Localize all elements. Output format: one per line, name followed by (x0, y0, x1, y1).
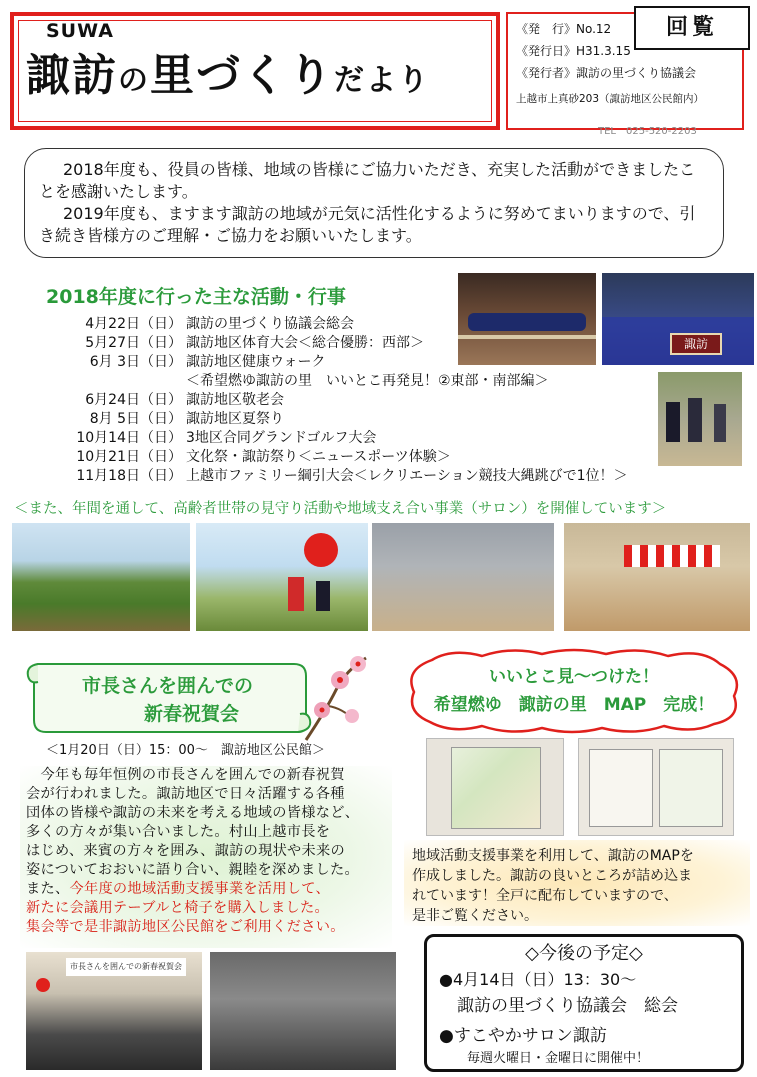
masthead-title-a: 諏訪 (26, 50, 118, 101)
activity-text: 諏訪地区夏祭り (186, 411, 284, 427)
article-mixed-red: 今年度の地域活動支援事業を活用して、 (69, 881, 330, 897)
salon-exercise-photo (372, 523, 554, 631)
circulation-stamp: 回覧 (634, 6, 750, 50)
map-cloud-line2: 希望燃ゆ 諏訪の里 MAP 完成！ (433, 695, 715, 715)
issue-number: 《発 行》No.12 (516, 22, 612, 36)
party-photo-banner: 市長さんを囲んでの新春祝賀会 (66, 958, 186, 976)
map-desc-line: 地域活動支援事業を利用して、諏訪のMAPを (412, 848, 694, 864)
sports-day-team-photo (602, 273, 754, 365)
activity-date: 6月 3日（日） (89, 354, 182, 370)
new-year-event-info: ＜1月20日（日）15：00～ 諏訪地区公民館＞ (46, 743, 325, 758)
balloon-game-photo (196, 523, 368, 631)
map-description (404, 840, 750, 926)
map-brochure-photo-1 (426, 738, 564, 836)
article-mixed-plain: また、 (26, 881, 70, 897)
activity-date: 4月22日（日） (85, 316, 182, 332)
map-announcement-cloud (402, 646, 746, 732)
publisher-address: 上越市上真砂203（諏訪地区公民館内） (516, 93, 705, 105)
ground-golf-photo (658, 372, 742, 466)
watch-activity-photo (12, 523, 190, 631)
plum-blossom-icon (296, 650, 376, 745)
intro-paragraph-1: 2018年度も、役員の皆様、地域の皆様にご協力いただき、充実した活動ができましたことを感謝いたします。 (39, 160, 696, 201)
new-year-article (20, 766, 392, 948)
map-brochure-photo-2 (578, 738, 734, 836)
new-year-banner-line1: 市長さんを囲んでの (82, 675, 254, 697)
schedule-item-1-name: 諏訪の里づくり協議会 総会 (457, 996, 678, 1016)
schedule-item-1-date: ●4月14日（日）13：30～ (439, 970, 637, 989)
masthead-title-c: だより (334, 63, 430, 98)
activity-text: 諏訪の里づくり協議会総会 (186, 316, 354, 332)
activity-date: 11月18日（日） (76, 468, 182, 484)
team-banner: 諏訪 (670, 333, 722, 355)
activity-text: 諏訪地区敬老会 (186, 392, 284, 408)
article-line: 会が行われました。諏訪地区で日々活躍する各種 (26, 786, 345, 802)
new-year-party-photo (26, 952, 202, 1070)
article-line: はじめ、来賓の方々を囲み、諏訪の現状や未来の (26, 843, 346, 859)
publisher-tel: TEL 025-520-2203 (598, 126, 697, 137)
activity-date: 10月21日（日） (76, 449, 182, 465)
schedule-item-2-name: ●すこやかサロン諏訪 (439, 1026, 607, 1046)
intro-paragraph-2: 2019年度も、ますます諏訪の地域が元気に活性化するように努めてまいりますので、引き続き皆様方のご理解・ご協力をお願いいたします。 (39, 204, 696, 245)
activity-text: 3地区合同グランドゴルフ大会 (186, 430, 377, 446)
masthead-suwa: SUWA (46, 20, 114, 42)
activity-date: 6月24日（日） (85, 392, 182, 408)
festival-dance-photo (564, 523, 750, 631)
masthead-title-b: 里づくり (150, 50, 334, 101)
activity-date: 10月14日（日） (76, 430, 182, 446)
activities-note: ＜また、年間を通して、高齢者世帯の見守り活動や地域支え合い事業（サロン）を開催しています＞ (14, 501, 667, 517)
article-line: 多くの方々が集い合いました。村山上越市長を (26, 824, 331, 840)
issue-date: 《発行日》H31.3.15 (516, 44, 631, 58)
upcoming-schedule (424, 934, 744, 1072)
map-desc-line: 是非ご覧ください。 (412, 908, 538, 924)
article-line: 今年も毎年恒例の市長さんを囲んでの新春祝賀 (26, 767, 345, 783)
activity-text: 諏訪地区体育大会＜総合優勝：西部＞ (186, 335, 424, 351)
activity-text: 上越市ファミリー綱引大会＜レクリエーション競技大縄跳びで1位！＞ (186, 468, 628, 484)
masthead-title (26, 46, 430, 111)
article-line: 姿についておおいに語り合い、親睦を深めました。 (26, 862, 359, 878)
activities-title: 2018年度に行った主な活動・行事 (46, 286, 346, 308)
tug-of-war-photo (458, 273, 596, 365)
activity-date: 5月27日（日） (85, 335, 182, 351)
map-desc-line: 作成しました。諏訪の良いところが詰め込ま (412, 868, 692, 884)
masthead-title-no: の (118, 63, 150, 98)
article-red-line: 新たに会議用テーブルと椅子を購入しました。 (26, 900, 329, 916)
schedule-item-2-sub: 毎週火曜日・金曜日に開催中！ (467, 1051, 650, 1066)
activity-text: 文化祭・諏訪祭り＜ニュースポーツ体験＞ (186, 449, 451, 465)
intro-message (24, 148, 724, 258)
toast-photo (210, 952, 396, 1070)
activity-text: ＜希望燃ゆ諏訪の里 いいとこ再発見！②東部・南部編＞ (186, 373, 549, 389)
map-cloud-line1: いいとこ見～つけた！ (489, 667, 659, 687)
schedule-title: ◇今後の予定◇ (525, 943, 643, 964)
new-year-banner (24, 654, 314, 740)
activity-text: 諏訪地区健康ウォーク (186, 354, 326, 370)
activity-date: 8月 5日（日） (89, 411, 182, 427)
article-red-line: 集会等で是非諏訪地区公民館をご利用ください。 (26, 919, 345, 935)
map-desc-line: れています！全戸に配布していますので、 (412, 888, 678, 904)
new-year-banner-line2: 新春祝賀会 (144, 703, 240, 725)
article-line: 団体の皆様や諏訪の未来を考える地域の皆様など、 (26, 805, 360, 821)
publisher: 《発行者》諏訪の里づくり協議会 (516, 66, 697, 80)
article-line-mixed (26, 880, 386, 899)
